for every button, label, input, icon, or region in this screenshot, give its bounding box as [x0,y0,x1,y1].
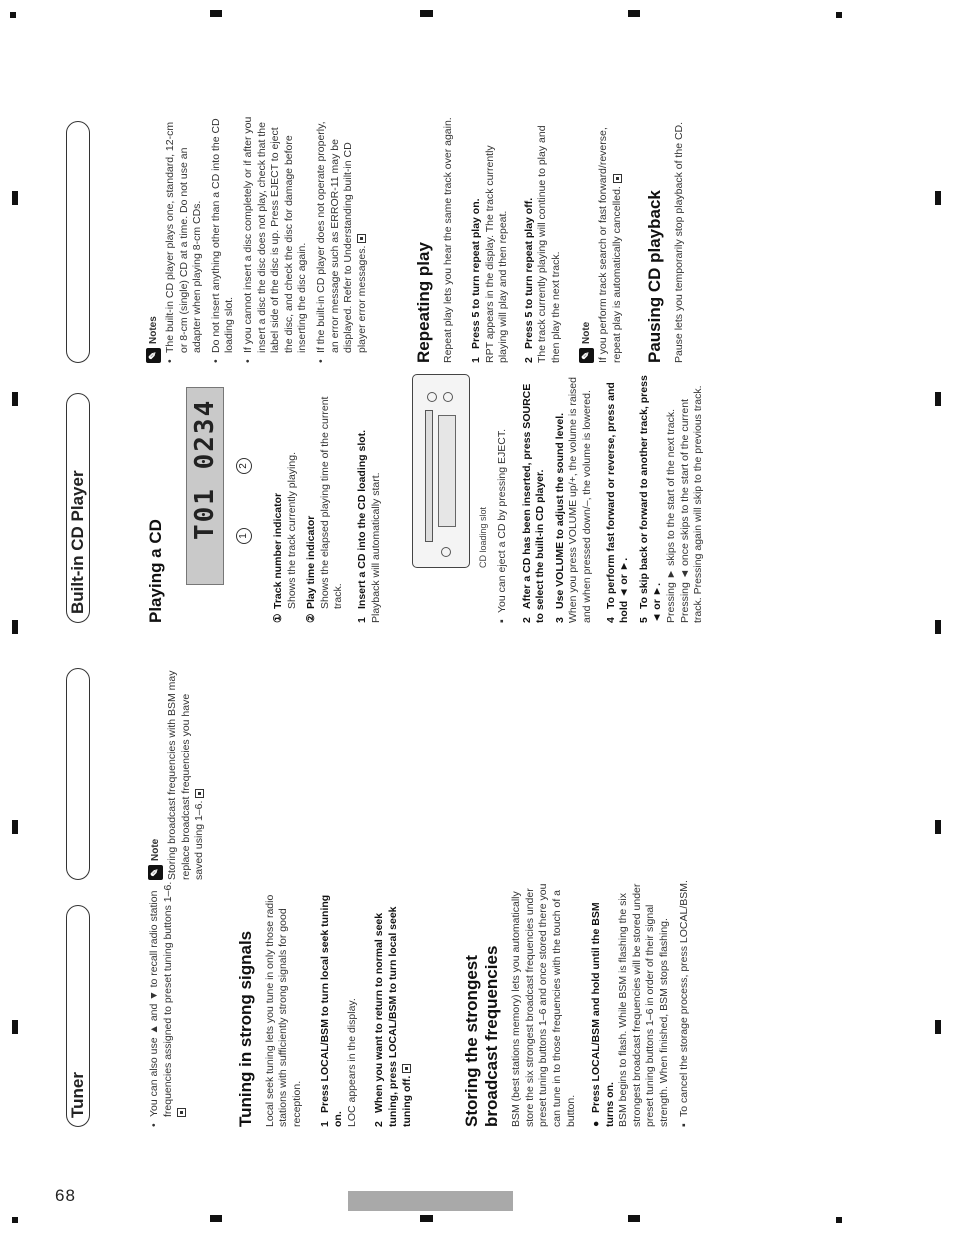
bsm-intro: BSM (best stations memory) lets you automatically store the six strongest broadcast frequencies under preset tuning buttons 1–6 and once stored there you can tune in to those frequencies with the touch of a button. [510,883,577,1127]
cd-step-1-text: Playback will automatically start. [369,472,382,623]
tab-cd-label: Built-in CD Player [68,470,87,614]
list-item: • You can also use ▲ and ▼ to recall radio station frequencies assigned to preset tuning buttons 1–6. [148,879,189,1127]
cd-step-3 [554,373,568,623]
list-item: ▪ To cancel the storage process, press LOCAL/BSM. [677,880,690,1127]
pencil-icon: ✎ [146,348,161,363]
step-text: Insert a CD into the CD loading slot. [355,429,368,609]
column-notes [146,111,692,363]
eject-bullet: You can eject a CD by pressing EJECT. [496,428,508,613]
tuning-step-1 [319,879,346,1127]
note-item: If you cannot insert a disc completely or if after you insert a disc the disc does not play, check that the label side of the disc is up. Press EJECT to eject the disc, and check the disc for damage before inserting the disc again. [241,116,309,353]
step-text: When you want to return to normal seek tuning, press LOCAL/BSM to turn local seek tuning off. [373,906,413,1127]
lcd-display [186,387,224,585]
column-tuner [148,879,696,1127]
step-text: Press LOCAL/BSM and hold until the BSM turns on. [590,902,616,1127]
note-item: Do not insert anything other than a CD into the CD loading slot. [209,118,236,353]
end-mark-icon [195,789,204,798]
cd-step-4 [605,373,632,623]
list-item: • The built-in CD player plays one, standard, 12-cm or 8-cm (single) CD at a time. Do not use an adapter when playing 8-cm CDs. [164,111,205,363]
cd-step-5-text: Pressing ► skips to the start of the next track. Pressing ◄ once skips to the start of the current track. Pressing again will skip to the previous track. [664,385,705,623]
repeat-note-text: If you perform track search or fast forward/reverse, repeat play is automatically cancelled. [597,127,624,363]
step-text: Press 5 to turn repeat play on. [469,198,482,349]
tuning-heading: Tuning in strong signals [235,930,255,1127]
indicator-number: ② [305,613,318,623]
cd-player-unit [412,374,470,568]
step-number: 4 [604,617,617,623]
page-number: 68 [55,1186,76,1205]
tab-blank [66,668,90,880]
unit-button [443,392,453,402]
list-item: • Do not insert anything other than a CD into the CD loading slot. [210,111,237,363]
indicator-title: Play time indicator [305,515,318,609]
note-label: Note [581,321,593,344]
playing-heading: Playing a CD [146,519,165,623]
cd-step-1 [356,373,370,623]
end-mark-icon [177,1108,186,1117]
step-number: 2 [520,617,533,623]
pause-heading: Pausing CD playback [644,190,664,363]
step-text: Use VOLUME to adjust the sound level. [553,412,566,609]
column-note [148,670,213,880]
notes-label: Notes [147,316,159,344]
unit-button [427,392,437,402]
step-text: Press 5 to turn repeat play off. [522,197,535,349]
unit-display [438,415,456,527]
indicator-list [272,373,389,623]
list-item: • If you cannot insert a disc completely or if after you insert a disc the disc does not play, check that the label side of the disc is up. Press EJECT to eject the disc, and check the disc for damage before inserting the disc again. [242,111,310,363]
indicator-number: ① [272,613,284,623]
note-item: If the built-in CD player does not operate properly, an error message such as ERROR-11 may be displayed. Refer to Understanding built-in CD player error messages. [314,121,368,353]
note-text: Storing broadcast frequencies with BSM may replace broadcast frequencies you have saved using 1–6. [166,670,206,880]
callout-2: 2 [236,458,252,474]
step-number: 1 [318,1121,331,1127]
end-mark-icon [357,234,366,243]
cd-step-3-text: When you press VOLUME up/+, the volume is raised and when pressed down/–, the volume is lowered. [567,377,593,623]
tuning-intro: Local seek tuning lets you tune in only those radio stations with sufficiently strong signals for good reception. [263,894,303,1127]
lcd-text: T01 0234 [190,398,220,540]
step-text: After a CD has been inserted, press SOURCE to select the built-in CD player. [520,383,547,623]
note-item: The built-in CD player plays one, standard, 12-cm or 8-cm (single) CD at a time. Do not use an adapter when playing 8-cm CDs. [164,121,204,353]
note-label: Note [149,838,161,861]
cd-step-5 [638,373,665,623]
pencil-icon: ✎ [579,348,594,363]
tab-tuner [66,905,90,1127]
tab-blank-right [66,121,90,363]
step-text: To perform fast forward or reverse, press and hold ◄ or ►. [604,382,631,623]
cd-loading-slot [425,410,433,542]
pause-text: Pause lets you temporarily stop playback of the CD. [672,121,685,363]
step-text: To skip back or forward to another track, press ◄ or ►. [637,375,664,623]
note-header [148,670,163,880]
indicator-1 [272,373,286,623]
unit-knob [441,547,451,557]
repeat-step-2 [523,111,537,363]
repeat-heading: Repeating play [414,242,434,363]
end-mark-icon [613,174,622,183]
indicator-title: Track number indicator [272,492,284,609]
end-mark-icon [402,1064,411,1073]
step-number: 5 [637,617,650,623]
repeat-step-2-text: The track currently playing will continue to play and then play the next track. [536,125,562,363]
list-item: ▪ You can eject a CD by pressing EJECT. [496,428,508,623]
notes-header [146,111,161,363]
tuning-step-1-text: LOC appears in the display. [345,998,358,1127]
cd-steps [496,373,712,623]
tab-built-in-cd-player [66,393,90,623]
bsm-step-text: BSM begins to flash. While BSM is flashing the six strongest broadcast frequencies will be stored under preset tuning buttons 1–6 in order of their signal strength. When finished, BSM stops flashing. [617,883,671,1127]
step-text: Press LOCAL/BSM to turn local seek tuning on. [318,894,345,1127]
slot-label: CD loading slot [478,506,488,568]
repeat-step-1 [470,111,484,363]
bsm-heading: Storing the strongest broadcast frequencies [462,945,502,1127]
indicator-2-text: Shows the elapsed playing time of the current track. [318,396,345,609]
repeat-intro: Repeat play lets you hear the same track over again. [442,117,455,363]
indicator-2 [305,373,319,623]
cd-step-2 [521,373,548,623]
tab-tuner-label: Tuner [68,1072,87,1118]
bsm-cancel-bullet: To cancel the storage process, press LOCAL/BSM. [677,880,690,1117]
recall-bullet: You can also use ▲ and ▼ to recall radio station frequencies assigned to preset tuning buttons 1–6. [148,881,174,1117]
callout-1: 1 [236,528,252,544]
bsm-step: ●Press LOCAL/BSM and hold until the BSM turns on. [590,902,616,1127]
tuning-step-2 [373,879,414,1127]
note-header [579,111,594,363]
step-number: 2 [373,1121,386,1127]
step-number: 1 [355,617,368,623]
pencil-icon: ✎ [148,865,163,880]
repeat-step-1-text: RPT appears in the display. The track currently playing will play and then repeat. [483,145,510,363]
list-item: • If the built-in CD player does not operate properly, an error message such as ERROR-11 may be displayed. Refer to Understanding built-in CD player error messages. [314,121,368,363]
step-number: 2 [522,357,535,363]
step-number: 1 [469,357,482,363]
step-number: 3 [553,617,566,623]
indicator-1-text: Shows the track currently playing. [285,452,298,609]
